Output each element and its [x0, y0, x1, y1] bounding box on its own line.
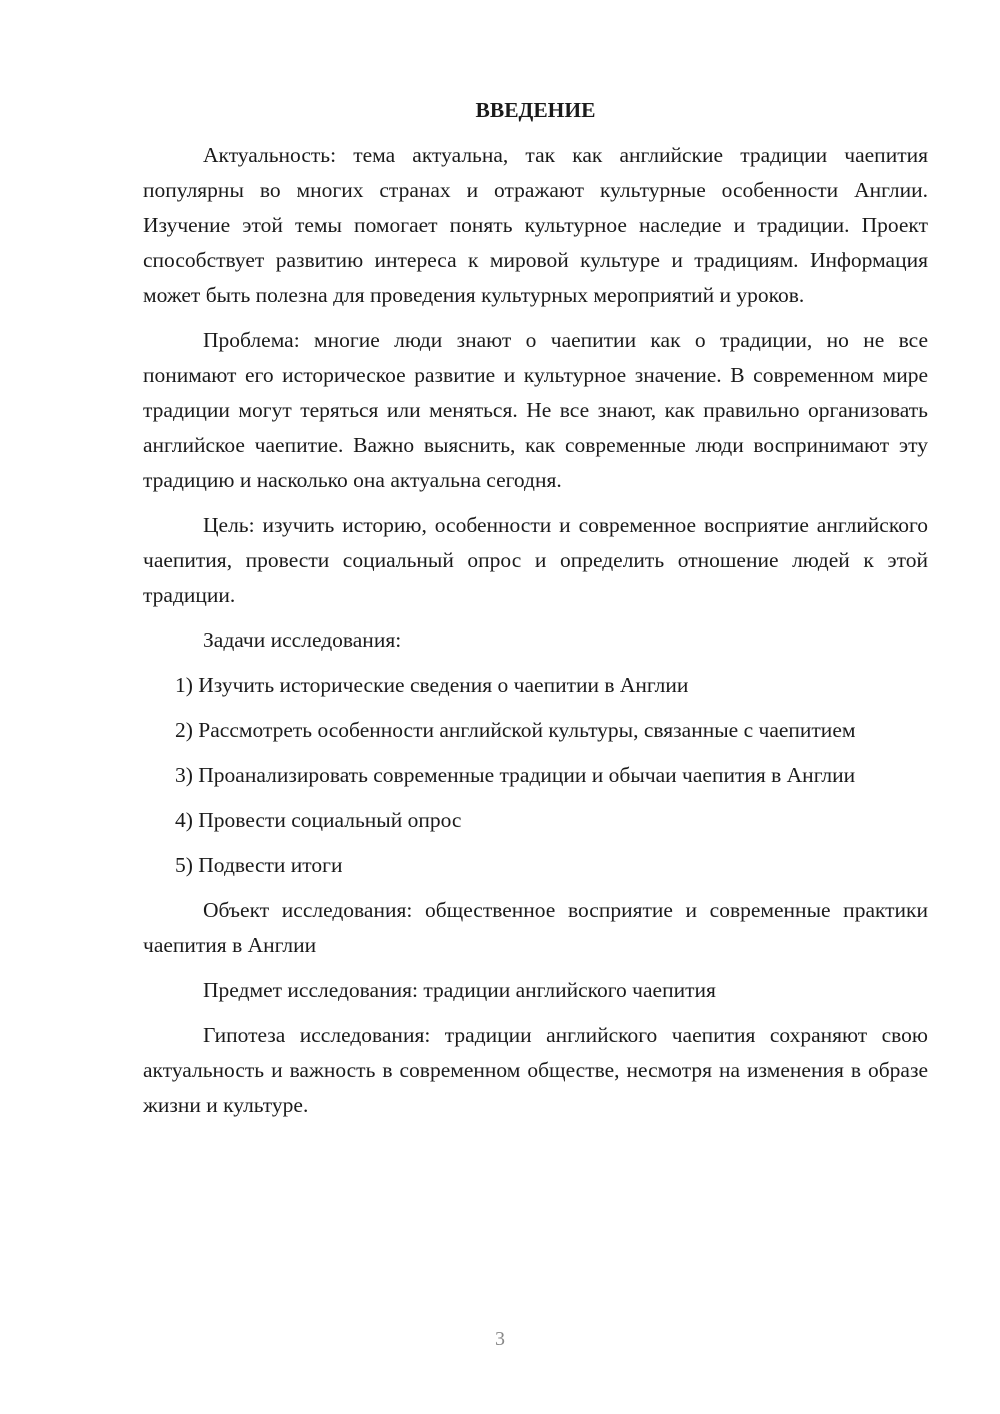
relevance-paragraph: Актуальность: тема актуальна, так как английские традиции чаепития популярны во многих странах и отражают культурные особенности Англии. Изучение этой темы помогает понять культурное наследие и традиции. Проект способствует развитию интереса к мировой культуре и традициям. Информация может быть полезна для проведения культурных мероприятий и уроков. [143, 143, 928, 307]
object-paragraph: Объект исследования: общественное восприятие и современные практики чаепития в Англии [143, 898, 928, 957]
task-item: 3) Проанализировать современные традиции и обычаи чаепития в Англии [175, 763, 856, 787]
task-item: 4) Провести социальный опрос [175, 808, 462, 832]
document-page [143, 92, 928, 1133]
task-item: 5) Подвести итоги [175, 853, 343, 877]
subject-paragraph: Предмет исследования: традиции английского чаепития [203, 978, 716, 1002]
problem-paragraph: Проблема: многие люди знают о чаепитии как о традиции, но не все понимают его историческое развитие и культурное значение. В современном мире традиции могут теряться или меняться. Не все знают, как правильно организовать английское чаепитие. Важно выяснить, как современные люди воспринимают эту традицию и насколько она актуальна сегодня. [143, 328, 928, 492]
page-number: 3 [495, 1328, 505, 1350]
tasks-heading: Задачи исследования: [203, 628, 402, 652]
goal-paragraph: Цель: изучить историю, особенности и современное восприятие английского чаепития, провести социальный опрос и определить отношение людей к этой традиции. [143, 513, 928, 607]
section-heading: ВВЕДЕНИЕ [475, 98, 596, 122]
task-item: 2) Рассмотреть особенности английской культуры, связанные с чаепитием [175, 718, 856, 742]
hypothesis-paragraph: Гипотеза исследования: традиции английского чаепития сохраняют свою актуальность и важность в современном обществе, несмотря на изменения в образе жизни и культуре. [143, 1023, 928, 1117]
task-item: 1) Изучить исторические сведения о чаепитии в Англии [175, 673, 689, 697]
